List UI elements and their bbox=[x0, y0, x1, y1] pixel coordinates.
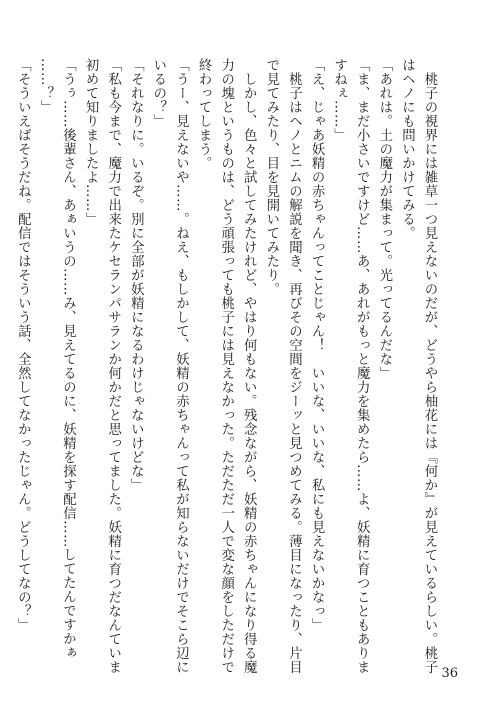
text-line: 「あれは。土の魔力が集まって。光ってるんだな」 bbox=[376, 58, 392, 380]
text-line: ……？」 bbox=[37, 58, 53, 114]
text-line: で見てみたり、目を見開いてみたり。 bbox=[263, 58, 279, 296]
text-line: いるの？」 bbox=[150, 58, 166, 128]
text-line: はヘノにも問いかけてみる。 bbox=[399, 58, 415, 240]
text-line: 初めて知りましたよ……」 bbox=[83, 58, 99, 226]
body-text bbox=[11, 58, 440, 674]
text-line: 「それなりに。いるぞ。別に全部が妖精になるわけじゃないけどな」 bbox=[128, 58, 144, 492]
text-line: すねぇ……」 bbox=[331, 58, 347, 142]
text-line: 「私も今まで、魔力で出来たケセランパサランか何かだと思ってました。妖精に育つだなんていま bbox=[105, 58, 121, 674]
text-line: 「うー、見えないや……。ねえ、もしかして、妖精の赤ちゃんって私が知らないだけでそこら辺に bbox=[173, 58, 189, 674]
text-line: しかし、色々と試してみたけれど、やはり何もない。残念ながら、妖精の赤ちゃんになり得る魔 bbox=[241, 58, 257, 674]
text-line: 「そういえばそうだね。配信ではそういう話、全然してなかったじゃん。どうしてなの？」 bbox=[15, 58, 31, 632]
text-line: 「え、じゃあ妖精の赤ちゃんってことじゃん！ いいな、いいな、私にも見えないかなっ」 bbox=[309, 58, 325, 632]
text-line: 桃子の視界には雑草一つ見えないのだが、どうやら柚花には『何か』が見えているらしい。桃子 bbox=[422, 58, 437, 674]
text-line: 力の塊というものは、どう頑張っても桃子には見えなかった。ただただ一人で変な顔をしただけで bbox=[218, 58, 234, 674]
page-number: 36 bbox=[441, 666, 458, 681]
text-line: 「うぅ……後輩さん、あぁいうの……み、見えてるのに、妖精を探す配信……してたんですかぁ bbox=[60, 58, 76, 660]
text-line: 「ま、まだ小さいですけど……あ、あれがもっと魔力を集めたら……よ、妖精に育つこともありま bbox=[354, 58, 370, 674]
text-line: 桃子はヘノとニムの解説を聞き、再びその空間をジーッと見つめてみる。薄目になったり、片目 bbox=[286, 58, 302, 674]
text-line: 終わってしまう。 bbox=[196, 58, 212, 170]
